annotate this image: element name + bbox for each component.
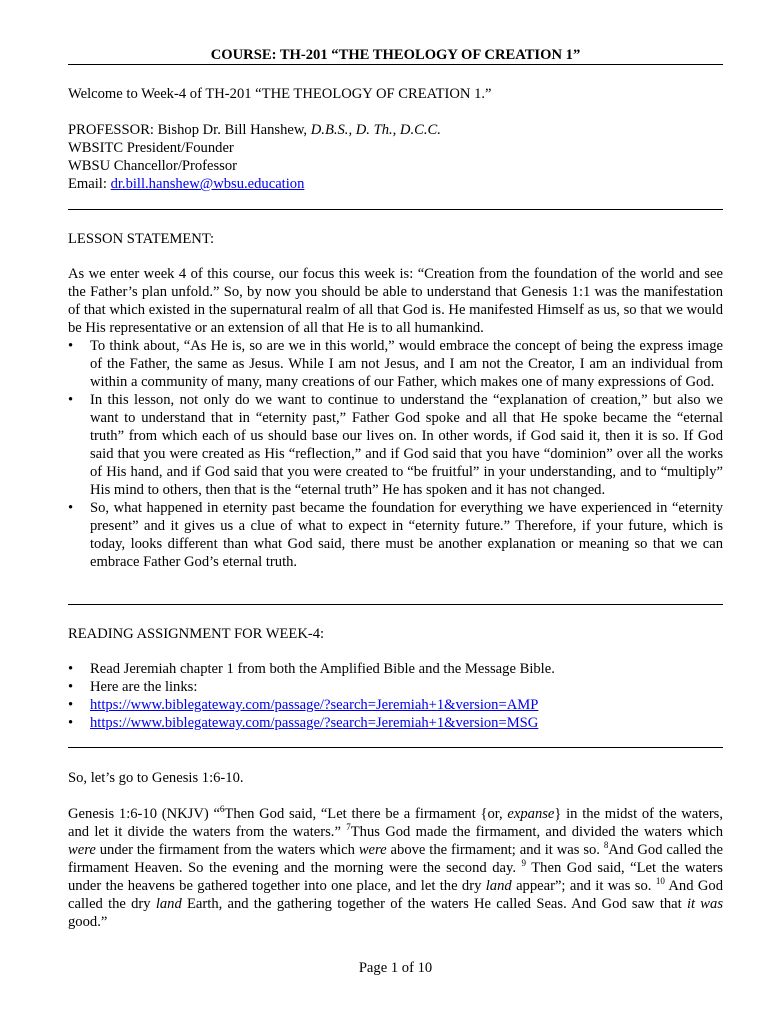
divider [68, 209, 723, 210]
lesson-bullets [68, 337, 723, 571]
msg-link[interactable]: https://www.biblegateway.com/passage/?search=Jeremiah+1&version=MSG [90, 715, 539, 731]
professor-name: PROFESSOR: Bishop Dr. Bill Hanshew, [68, 122, 308, 138]
divider [68, 64, 723, 65]
verse-number: 8 [603, 840, 609, 851]
lesson-heading: LESSON STATEMENT: [68, 231, 215, 247]
list-item: • In this lesson, not only do we want to continue to understand the “explanation of creation,” but also we want to understand that in “eternity past,” Father God spoke and all that He spoke became the “eternal truth” from which each of us should base our lives on. In other words, if God said it, then it is so. If God said that you were created as His “reflection,” and if God said that you have “dominion” over all the works of His hand, and if God said that you were created to “be fruitful” in your understanding, and to “multiply” His mind to others, then that is the “eternal truth” He has spoken and it has not changed. [68, 392, 723, 498]
professor-role-2: WBSU Chancellor/Professor [68, 158, 238, 174]
bullet-icon: • [68, 715, 74, 731]
reading-list [68, 660, 723, 732]
list-item: • So, what happened in eternity past became the foundation for everything we have experienced in “eternity present” and it gives us a clue of what to expect in “eternity future.” Therefore, if your future, which is today, looks different than what God said, there must be another explanation or meaning so that we can embrace Father God’s eternal truth. [68, 500, 723, 570]
verse-number: 7 [346, 822, 351, 833]
professor-block [68, 121, 723, 193]
list-item [68, 714, 723, 732]
email-label: Email: [68, 176, 107, 192]
genesis-passage: Genesis 1:6-10 (NKJV) “$^6$Then God said, “Let there be a firmament {or, expanse} in the midst of the waters, and let it divide the waters from the waters.” $^7$Thus God made the firmament, and divided the waters which were under the firmament from the waters which were above the firmament; and it was so. $^8$And God called the firmament Heaven. So the evening and the morning were the second day. $^9$ Then God said, “Let the waters under the heavens be gathered together into one place, and let the dry land appear”; and it was so. $^{10}$ And God called the dry land Earth, and the gathering together of the waters He called Seas. And God saw that it was good.” [68, 804, 724, 930]
course-title: COURSE: TH-201 “THE THEOLOGY OF CREATION 1” [210, 47, 581, 63]
divider [68, 604, 723, 605]
welcome-text: Welcome to Week-4 of TH-201 “THE THEOLOGY OF CREATION 1.” [68, 86, 492, 102]
list-item: • Here are the links: [68, 679, 198, 695]
bullet-icon: • [68, 697, 74, 713]
professor-line [68, 121, 723, 139]
lesson-intro: As we enter week 4 of this course, our focus this week is: “Creation from the foundation of the world and see the Father’s plan unfold.” So, by now you should be able to understand that Genesis 1:1 was the manifestation of that which existed in the supernatural realm of all that God is. He manifested Himself as us, so that we would be His representative or an extension of all that He is to all humankind. [68, 266, 723, 336]
reading-heading: READING ASSIGNMENT FOR WEEK-4: [68, 626, 325, 642]
bullet-icon: • [68, 661, 74, 677]
verse-number: 6 [219, 804, 225, 815]
divider [68, 747, 723, 748]
bullet-icon: • [68, 500, 74, 516]
bullet-icon: • [68, 392, 74, 408]
list-item: • Read Jeremiah chapter 1 from both the Amplified Bible and the Message Bible. [68, 661, 555, 677]
professor-role-1: WBSITC President/Founder [68, 140, 234, 156]
page-number: Page 1 of 10 [358, 960, 433, 976]
professor-credentials: D.B.S., D. Th., D.C.C. [310, 122, 441, 138]
bullet-icon: • [68, 338, 74, 354]
email-line [68, 175, 723, 193]
list-item [68, 696, 723, 714]
list-item: • To think about, “As He is, so are we in this world,” would embrace the concept of being the express image of the Father, the same as Jesus. While I am not Jesus, and I am not the Creator, I am an individual from within a community of many, many creations of our Father, which makes one of many expressions of God. [68, 338, 723, 390]
bullet-icon: • [68, 679, 74, 695]
email-link[interactable]: dr.bill.hanshew@wbsu.education [110, 176, 305, 192]
verse-number: 9 [521, 858, 527, 869]
genesis-intro: So, let’s go to Genesis 1:6-10. [68, 770, 244, 786]
amp-link[interactable]: https://www.biblegateway.com/passage/?search=Jeremiah+1&version=AMP [90, 697, 539, 713]
verse-number: 10 [655, 876, 665, 887]
